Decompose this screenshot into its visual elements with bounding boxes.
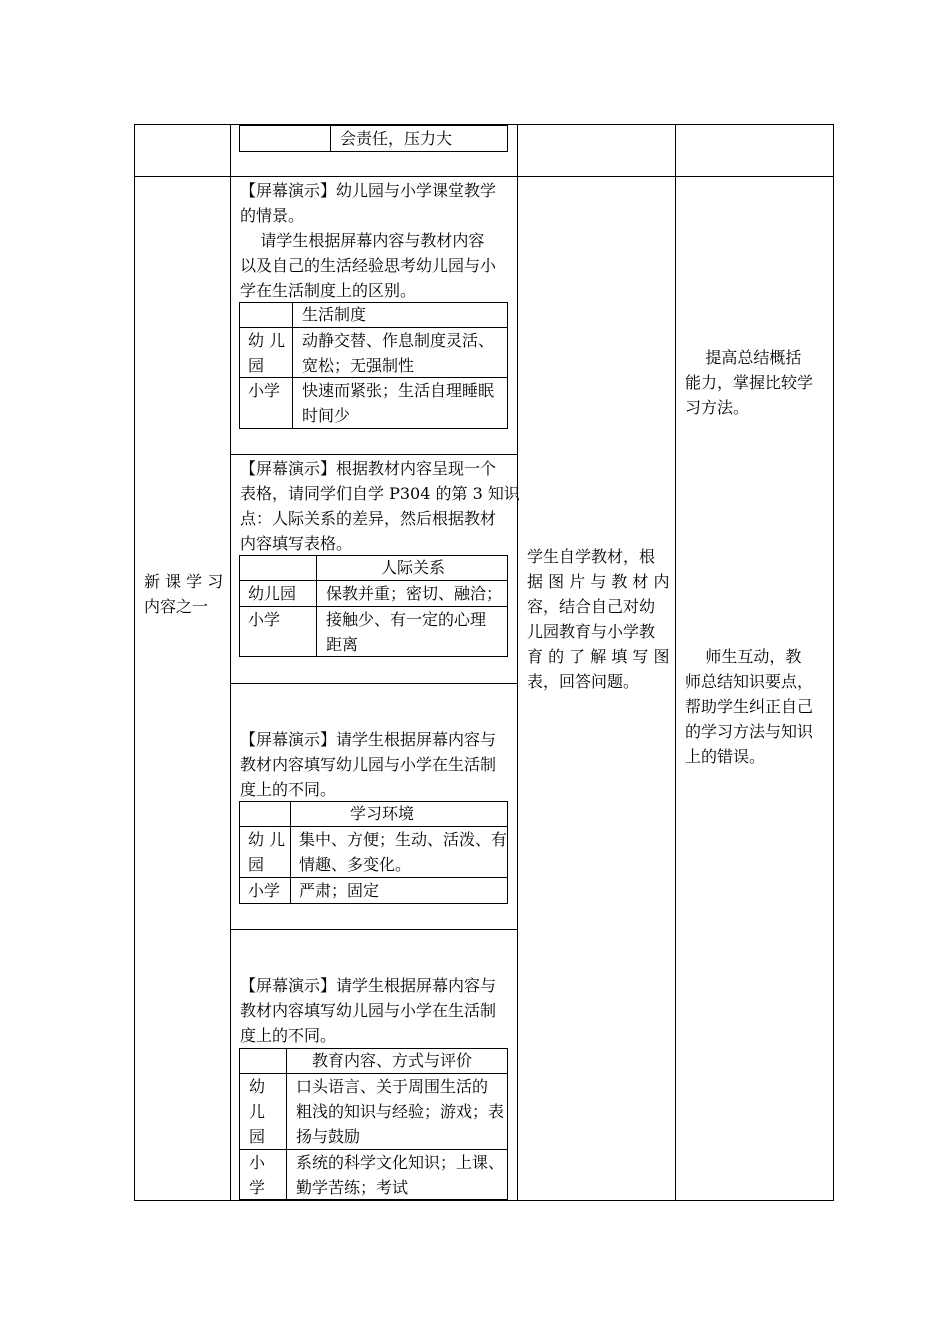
intent-line: 上的错误。: [685, 747, 766, 766]
row-content-line: 距离: [326, 635, 359, 654]
row-label: [248, 378, 280, 403]
intro-line: 度上的不同。: [240, 780, 337, 799]
row-content-line: 动静交替、作息制度灵活、: [302, 331, 495, 350]
row-content-line: 快速而紧张；生活自理睡眠: [302, 381, 495, 400]
intro-line: 请学生根据屏幕内容与教材内容: [240, 231, 485, 250]
row-label-line: 幼 儿: [248, 331, 286, 350]
row-content: [299, 827, 507, 877]
block2-intro: [240, 456, 520, 556]
row-content: [326, 581, 502, 606]
row-divider: [134, 176, 834, 177]
table-header: 生活制度: [302, 305, 367, 324]
col-divider-2: [517, 124, 518, 1201]
table-line: [286, 1048, 287, 1200]
table-line: [507, 302, 508, 429]
student-line: 学生自学教材，根: [527, 547, 656, 566]
table-line: [292, 302, 293, 429]
intro-line: 教材内容填写幼儿园与小学在生活制: [240, 1001, 497, 1020]
row-content-line: 接触少、有一定的心理: [326, 610, 487, 629]
row-content-line: 扬与鼓励: [296, 1127, 361, 1146]
intent-second: [685, 644, 813, 769]
intro-line: 学在生活制度上的区别。: [240, 281, 417, 300]
intro-line: 度上的不同。: [240, 1026, 337, 1045]
row-label: [249, 1074, 265, 1149]
row-content: [326, 607, 486, 657]
row-content: [296, 1150, 504, 1200]
student-line: 容，结合自己对幼: [527, 597, 656, 616]
student-line: 育 的 了 解 填 写 图: [527, 647, 670, 666]
intro-line: 表格，请同学们自学 P304 的第 3 知识: [240, 484, 520, 503]
col-divider-3: [675, 124, 676, 1201]
intent-line: 习方法。: [685, 398, 750, 417]
intent-line: 的学习方法与知识: [685, 722, 814, 741]
row-content-line: 情趣、多变化。: [299, 855, 412, 874]
row-content: [299, 878, 379, 903]
intent-line: 帮助学生纠正自己: [685, 697, 814, 716]
block-separator: [230, 929, 517, 930]
row-label-line: 园: [249, 1127, 266, 1146]
row-label-line: 小学: [248, 881, 281, 900]
intent-line: 提高总结概括: [685, 348, 802, 367]
intro-line: 内容填写表格。: [240, 534, 353, 553]
row-label: [248, 827, 285, 877]
outer-bottom-border: [134, 1200, 834, 1201]
intent-line: 能力，掌握比较学: [685, 373, 814, 392]
student-line: 表，回答问题。: [527, 672, 640, 691]
block1-intro: [240, 178, 496, 303]
row-label: [248, 878, 280, 903]
table-line: [316, 555, 317, 657]
intent-first: [685, 345, 813, 420]
intent-line: 师总结知识要点，: [685, 672, 814, 691]
section-label-line: 新 课 学 习: [144, 572, 224, 591]
intro-line: 【屏幕演示】幼儿园与小学课堂教学: [240, 181, 497, 200]
table-line: [239, 555, 240, 657]
row-content-line: 集中、方便；生动、活泼、有: [299, 830, 508, 849]
intro-line: 的情景。: [240, 206, 305, 225]
row-label: [248, 328, 285, 378]
student-line: 儿园教育与小学教: [527, 622, 656, 641]
row-label-line: 园: [248, 356, 265, 375]
row-label: [249, 1150, 265, 1200]
table-line: [239, 1048, 240, 1200]
block3-intro: [240, 727, 496, 802]
outer-right-border: [833, 124, 834, 1201]
row-label-line: 小学: [248, 381, 281, 400]
table-line: [239, 903, 508, 904]
col-divider-1: [230, 124, 231, 1201]
table-line: [239, 555, 508, 556]
table-header: 学习环境: [350, 804, 415, 823]
table-header: 人际关系: [381, 558, 446, 577]
row-content-line: 严肃；固定: [299, 881, 380, 900]
table-header: 教育内容、方式与评价: [312, 1051, 473, 1070]
table-line: [239, 428, 508, 429]
intro-line: 【屏幕演示】根据教材内容呈现一个: [240, 459, 497, 478]
table-line: [239, 302, 508, 303]
block-separator: [230, 683, 517, 684]
table-line: [239, 801, 240, 904]
student-activity: [527, 544, 670, 694]
row-content: [296, 1074, 504, 1149]
student-line: 据 图 片 与 教 材 内: [527, 572, 670, 591]
nested-table-border: [507, 125, 508, 152]
table-line: [507, 555, 508, 657]
row-content-line: 时间少: [302, 406, 351, 425]
nested-table-border: [239, 125, 240, 152]
row-label-line: 幼: [249, 1077, 266, 1096]
intro-line: 【屏幕演示】请学生根据屏幕内容与: [240, 976, 497, 995]
top-row-cell-text: 会责任，压力大: [340, 129, 453, 148]
row-content: [302, 328, 494, 378]
section-label-line: 内容之一: [144, 597, 209, 616]
intro-line: 教材内容填写幼儿园与小学在生活制: [240, 755, 497, 774]
row-content-line: 口头语言、关于周围生活的: [296, 1077, 489, 1096]
block-separator: [230, 454, 517, 455]
row-content-line: 系统的科学文化知识；上课、: [296, 1153, 505, 1172]
table-line: [239, 302, 240, 429]
row-label-line: 园: [248, 855, 265, 874]
row-label-line: 小学: [248, 610, 281, 629]
intro-line: 【屏幕演示】请学生根据屏幕内容与: [240, 730, 497, 749]
row-content-line: 粗浅的知识与经验；游戏；表: [296, 1102, 505, 1121]
row-label-line: 儿: [249, 1102, 266, 1121]
nested-table-border: [330, 125, 331, 152]
intro-line: 以及自己的生活经验思考幼儿园与小: [240, 256, 497, 275]
block4-intro: [240, 973, 496, 1048]
row-content-line: 勤学苦练；考试: [296, 1178, 409, 1197]
row-content: [302, 378, 494, 428]
section-label: [144, 569, 223, 619]
row-label-line: 小: [249, 1153, 266, 1172]
row-content-line: 保教并重；密切、融洽；: [326, 584, 503, 603]
row-label: [248, 607, 280, 632]
table-line: [290, 801, 291, 904]
outer-left-border: [134, 124, 135, 1201]
intent-line: 师生互动，教: [685, 647, 802, 666]
nested-table-border: [239, 151, 508, 152]
table-line: [507, 801, 508, 904]
row-label-line: 幼儿园: [248, 584, 297, 603]
row-label-line: 幼 儿: [248, 830, 286, 849]
row-label-line: 学: [249, 1178, 266, 1197]
row-label: [248, 581, 296, 606]
intro-line: 点：人际关系的差异，然后根据教材: [240, 509, 497, 528]
table-line: [507, 1048, 508, 1200]
row-content-line: 宽松；无强制性: [302, 356, 415, 375]
